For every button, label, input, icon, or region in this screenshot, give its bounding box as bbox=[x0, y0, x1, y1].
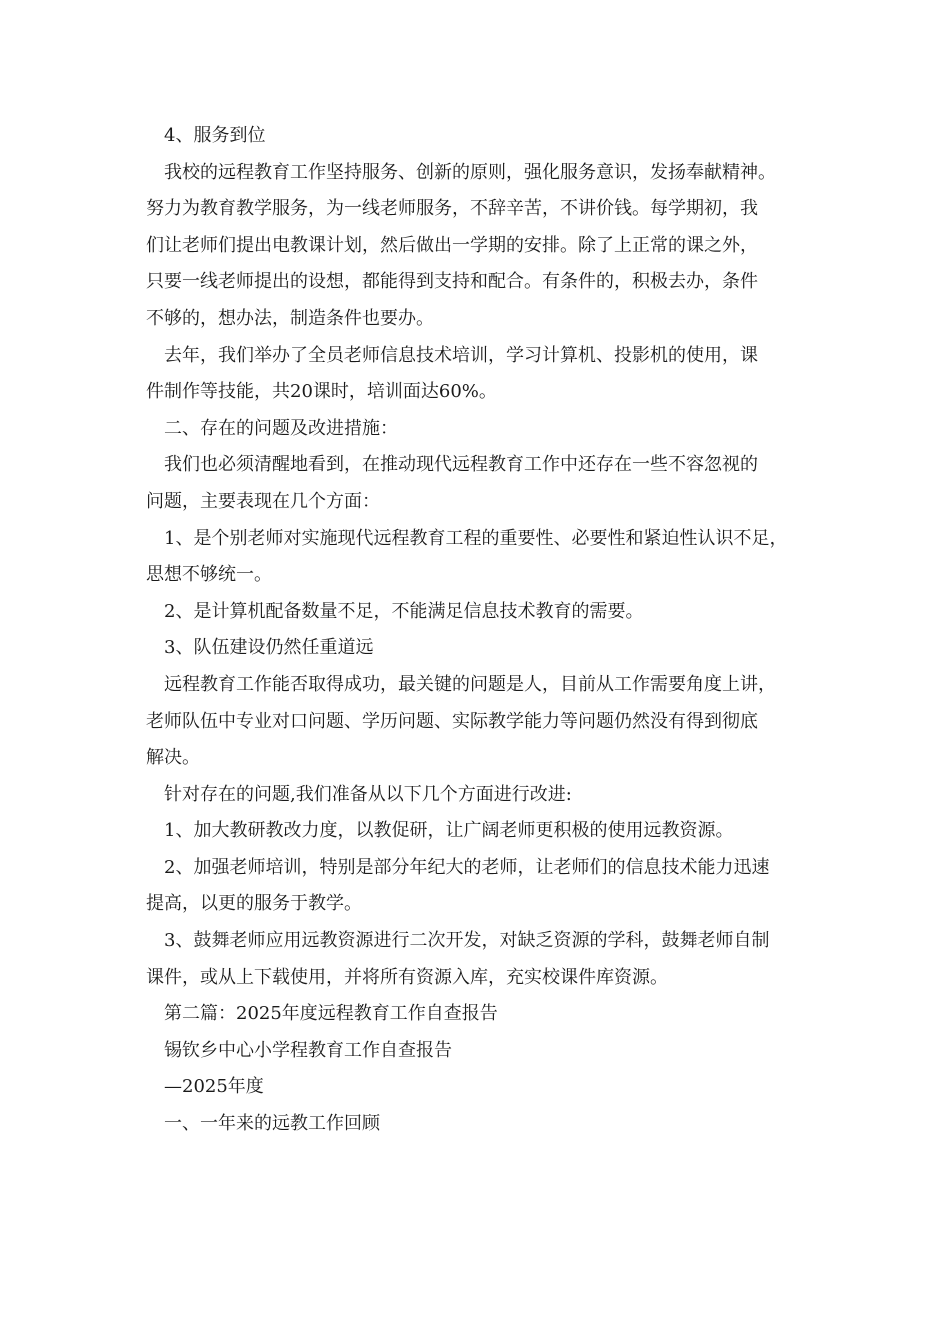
paragraph-line: 思想不够统一。 bbox=[146, 564, 272, 586]
paragraph-line: 课件，或从上下载使用，并将所有资源入库，充实校课件库资源。 bbox=[146, 966, 668, 988]
paragraph-line: 解决。 bbox=[146, 747, 200, 769]
paragraph-line: 提高，以更的服务于教学。 bbox=[146, 893, 362, 915]
list-item: 3、鼓舞老师应用远教资源进行二次开发，对缺乏资源的学科，鼓舞老师自制 bbox=[164, 930, 770, 952]
section-heading-service: 4、服务到位 bbox=[164, 125, 266, 146]
paragraph-line: 问题，主要表现在几个方面： bbox=[146, 490, 380, 512]
section-heading-review: 一、一年来的远教工作回顾 bbox=[164, 1113, 380, 1135]
document-body bbox=[146, 118, 826, 1143]
list-item: 3、队伍建设仍然任重道远 bbox=[164, 637, 374, 659]
paragraph-line: 远程教育工作能否取得成功，最关键的问题是人，目前从工作需要角度上讲， bbox=[164, 673, 776, 695]
list-item: 2、是计算机配备数量不足，不能满足信息技术教育的需要。 bbox=[164, 600, 644, 622]
paragraph-line: 去年，我们举办了全员老师信息技术培训，学习计算机、投影机的使用，课 bbox=[164, 344, 758, 366]
list-item: 1、是个别老师对实施现代远程教育工程的重要性、必要性和紧迫性认识不足， bbox=[164, 527, 788, 549]
list-item: 1、加大教研教改力度，以教促研，让广阔老师更积极的使用远教资源。 bbox=[164, 820, 734, 842]
list-item: 2、加强老师培训，特别是部分年纪大的老师，让老师们的信息技术能力迅速 bbox=[164, 856, 770, 878]
paragraph-line: 们让老师们提出电教课计划，然后做出一学期的安排。除了上正常的课之外， bbox=[146, 234, 758, 256]
report-title: 锡钦乡中心小学程教育工作自查报告 bbox=[164, 1039, 452, 1061]
paragraph-line: 努力为教育教学服务，为一线老师服务，不辞辛苦，不讲价钱。每学期初，我 bbox=[146, 198, 758, 220]
paragraph-line: 件制作等技能，共20课时，培训面达60%。 bbox=[146, 381, 497, 403]
report-year: —2025年度 bbox=[164, 1076, 264, 1098]
paragraph-line: 我们也必须清醒地看到，在推动现代远程教育工作中还存在一些不容忽视的 bbox=[164, 454, 758, 476]
chapter-title: 第二篇：2025年度远程教育工作自查报告 bbox=[164, 1003, 498, 1025]
paragraph-line: 我校的远程教育工作坚持服务、创新的原则，强化服务意识，发扬奉献精神。 bbox=[164, 161, 776, 183]
paragraph-line: 针对存在的问题,我们准备从以下几个方面进行改进: bbox=[164, 783, 572, 805]
section-heading-problems: 二、存在的问题及改进措施： bbox=[164, 417, 398, 439]
paragraph-line: 只要一线老师提出的设想，都能得到支持和配合。有条件的，积极去办，条件 bbox=[146, 271, 758, 293]
paragraph-line: 不够的，想办法，制造条件也要办。 bbox=[146, 307, 434, 329]
paragraph-line: 老师队伍中专业对口问题、学历问题、实际教学能力等问题仍然没有得到彻底 bbox=[146, 710, 758, 732]
